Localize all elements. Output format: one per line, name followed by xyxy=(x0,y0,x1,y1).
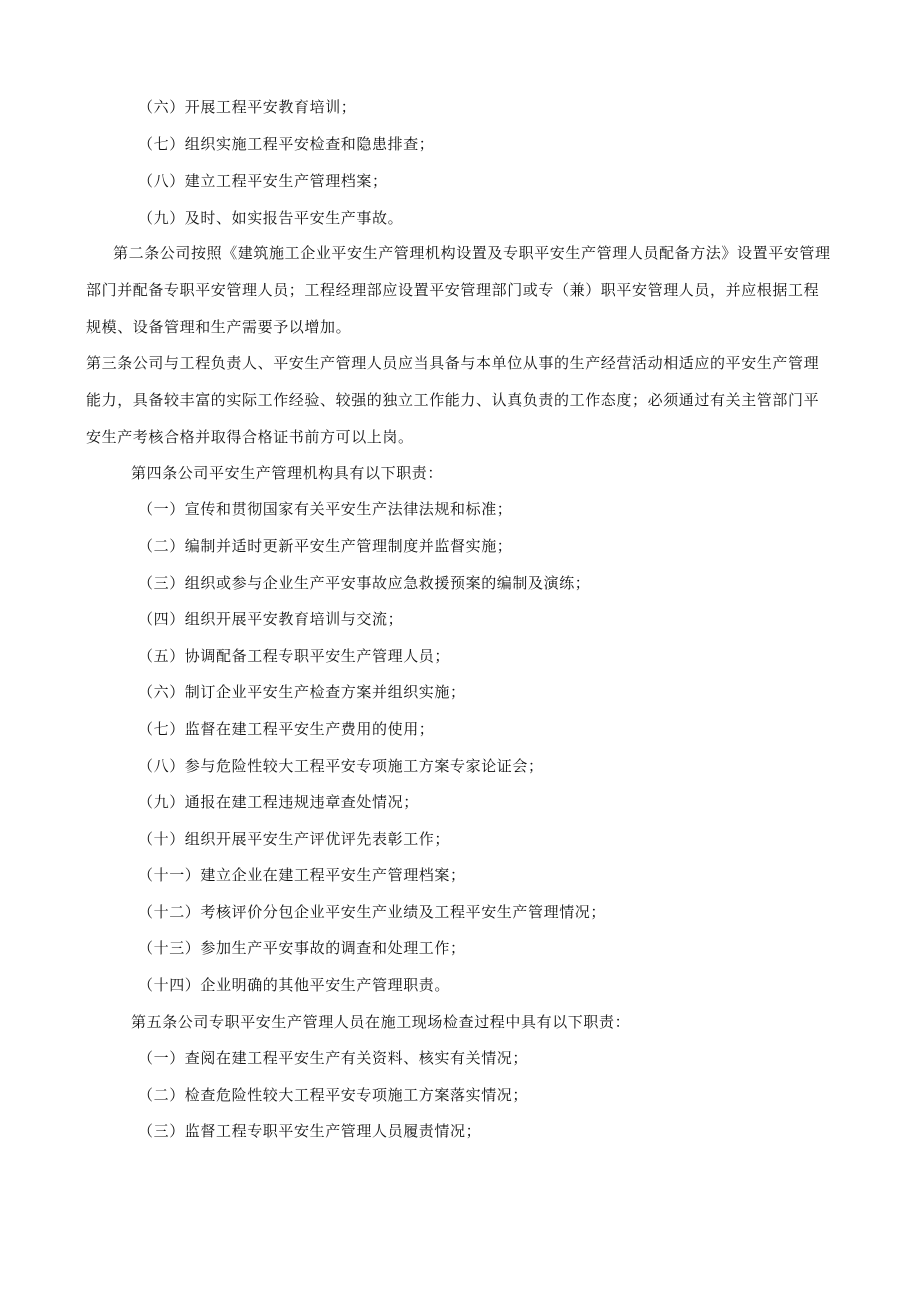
article-2-line-3: 规模、设备管理和生产需要予以增加。 xyxy=(86,318,352,336)
article-2-line-2: 部门并配备专职平安管理人员；工程经理部应设置平安管理部门或专（兼）职平安管理人员，并应根据工程 xyxy=(86,281,820,299)
article-5-item-1: （一）查阅在建工程平安生产有关资料、核实有关情况； xyxy=(138,1049,529,1067)
article-4-item-8: （八）参与危险性较大工程平安专项施工方案专家论证会； xyxy=(138,757,544,775)
list-item-9-report: （九）及时、如实报告平安生产事故。 xyxy=(138,209,404,227)
article-2-line-1: 第二条公司按照《建筑施工企业平安生产管理机构设置及专职平安生产管理人员配备方法》设置平安管理 xyxy=(113,244,831,262)
article-4-heading: 第四条公司平安生产管理机构具有以下职责： xyxy=(131,464,444,482)
article-4-item-5: （五）协调配备工程专职平安生产管理人员； xyxy=(138,647,451,665)
list-item-8-archive: （八）建立工程平安生产管理档案； xyxy=(138,172,388,190)
article-5-heading: 第五条公司专职平安生产管理人员在施工现场检查过程中具有以下职责： xyxy=(131,1013,631,1031)
article-4-item-6: （六）制订企业平安生产检查方案并组织实施； xyxy=(138,683,466,701)
article-4-item-3: （三）组织或参与企业生产平安事故应急救援预案的编制及演练； xyxy=(138,574,591,592)
article-5-item-3: （三）监督工程专职平安生产管理人员履责情况； xyxy=(138,1122,482,1140)
article-4-item-14: （十四）企业明确的其他平安生产管理职责。 xyxy=(138,976,451,994)
article-3-line-1: 第三条公司与工程负责人、平安生产管理人员应当具备与本单位从事的生产经营活动相适应的平安生产管理 xyxy=(86,354,820,372)
list-item-7-inspection: （七）组织实施工程平安检查和隐患排查； xyxy=(138,135,435,153)
article-4-item-12: （十二）考核评价分包企业平安生产业绩及工程平安生产管理情况； xyxy=(138,903,607,921)
article-4-item-10: （十）组织开展平安生产评优评先表彰工作； xyxy=(138,830,451,848)
article-4-item-11: （十一）建立企业在建工程平安生产管理档案； xyxy=(138,866,466,884)
article-4-item-4: （四）组织开展平安教育培训与交流； xyxy=(138,610,404,628)
article-3-line-3: 安生产考核合格并取得合格证书前方可以上岗。 xyxy=(86,428,414,446)
article-4-item-7: （七）监督在建工程平安生产费用的使用； xyxy=(138,720,435,738)
article-4-item-13: （十三）参加生产平安事故的调查和处理工作； xyxy=(138,939,466,957)
article-3-line-2: 能力，具备较丰富的实际工作经验、较强的独立工作能力、认真负责的工作态度；必须通过有关主管部门平 xyxy=(86,391,820,409)
article-4-item-9: （九）通报在建工程违规违章查处情况； xyxy=(138,793,419,811)
article-5-item-2: （二）检查危险性较大工程平安专项施工方案落实情况； xyxy=(138,1086,529,1104)
article-4-item-1: （一）宣传和贯彻国家有关平安生产法律法规和标准； xyxy=(138,500,513,518)
list-item-6-education: （六）开展工程平安教育培训； xyxy=(138,98,357,116)
article-4-item-2: （二）编制并适时更新平安生产管理制度并监督实施； xyxy=(138,537,513,555)
